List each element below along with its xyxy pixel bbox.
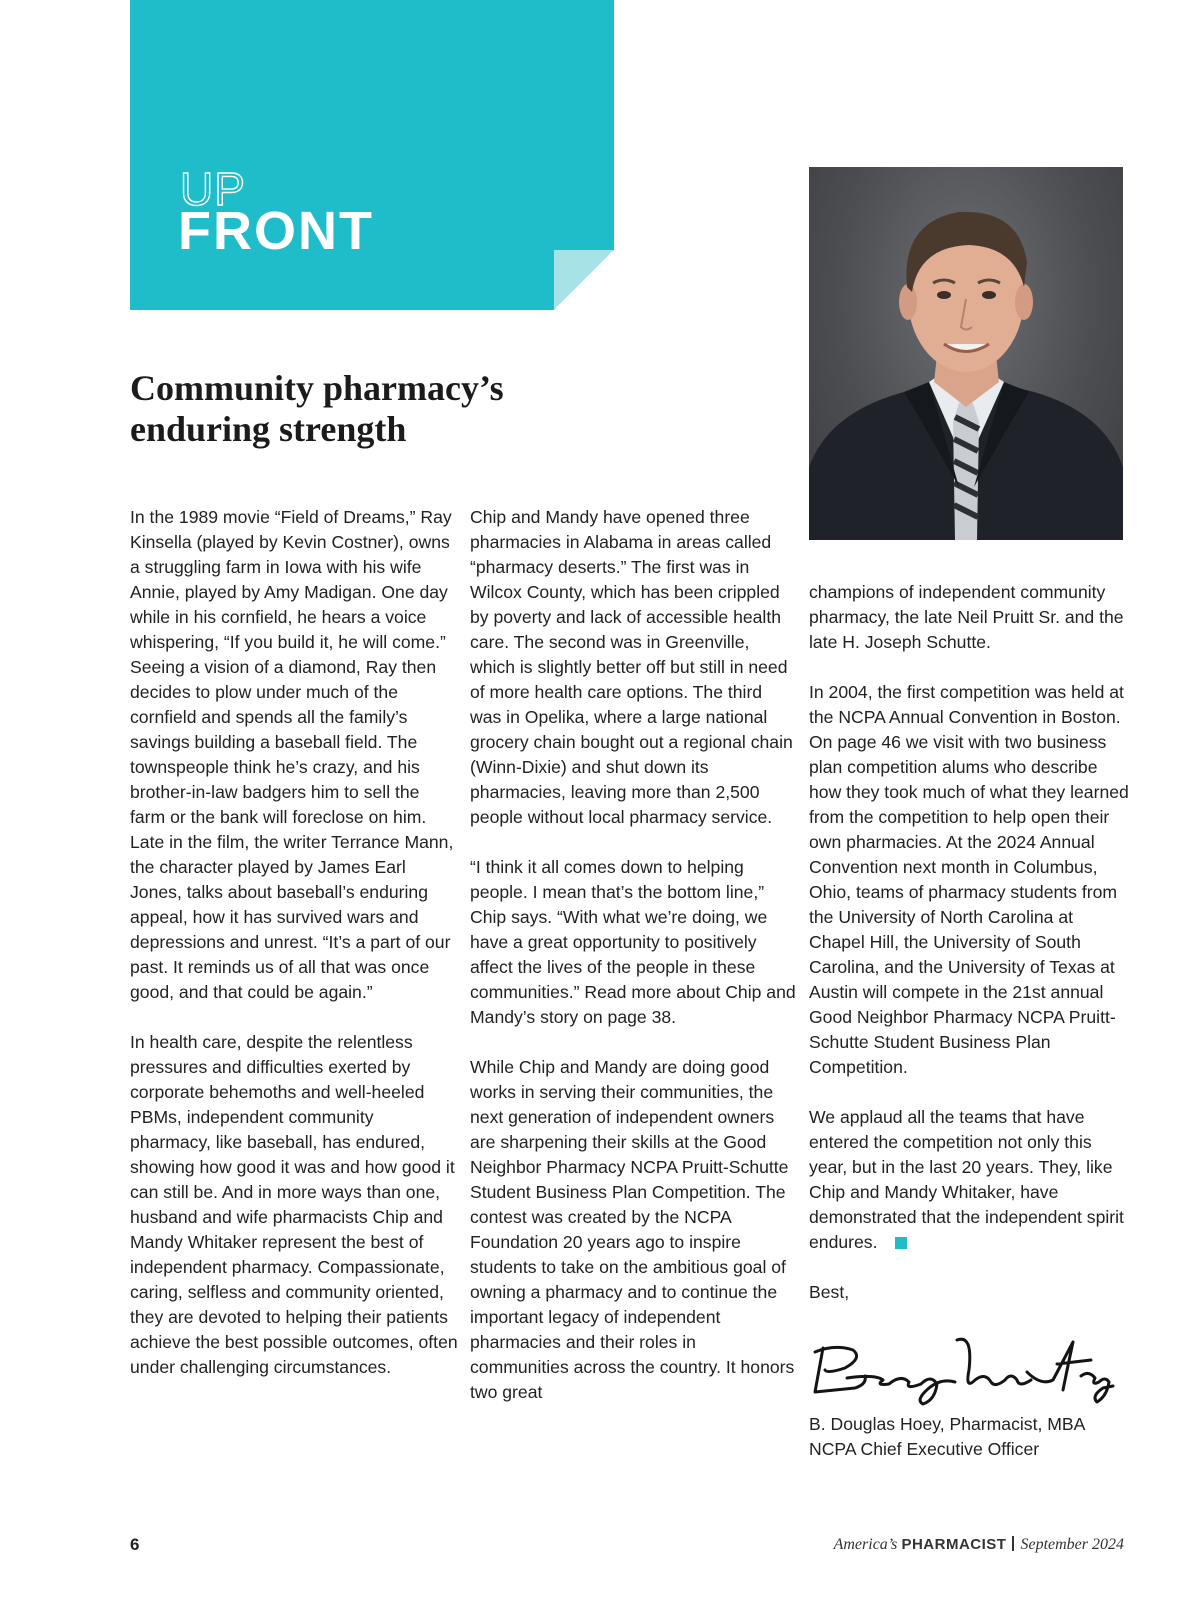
up-front-banner [130,0,614,310]
handwritten-signature [805,1330,1117,1408]
magazine-footer [834,1536,1124,1554]
article-headline: Community pharmacy’s enduring strength [130,368,504,449]
paragraph: While Chip and Mandy are doing good works in serving their communities, the next generation of independent owners are sharpening their skills at the Good Neighbor Pharmacy NCPA Pruitt-Schutte Student Business Plan Competition. The contest was created by the NCPA Foundation 20 years ago to inspire students to take on the ambitious goal of owning a pharmacy and to continue the important legacy of independent pharmacies and their roles in communities across the country. It honors two great [470,1057,795,1402]
author-name-line: B. Douglas Hoey, Pharmacist, MBA [809,1414,1086,1434]
article-column-1 [130,505,458,1380]
paragraph: champions of independent community pharmacy, the late Neil Pruitt Sr. and the late H. Joseph Schutte. [809,582,1124,652]
author-portrait-photo [809,167,1123,540]
author-title-line: NCPA Chief Executive Officer [809,1439,1040,1459]
banner-up-text: UP [180,163,246,215]
magazine-name: PHARMACIST [901,1536,1007,1553]
paragraph: In 2004, the first competition was held at the NCPA Annual Convention in Boston. On page 46 we visit with two business plan competition alums who describe how they took much of what they learned from the competition to help open their own pharmacies. At the 2024 Annual Convention next month in Columbus, Ohio, teams of pharmacy students from the University of North Carolina at Chapel Hill, the University of South Carolina, and the University of Texas at Austin will compete in the 21st annual Good Neighbor Pharmacy NCPA Pruitt-Schutte Student Business Plan Competition. [809,682,1129,1077]
issue-date: September 2024 [1020,1536,1124,1553]
banner-front-text: FRONT [178,201,374,261]
paragraph: In the 1989 movie “Field of Dreams,” Ray Kinsella (played by Kevin Costner), owns a struggling farm in Iowa with his wife Annie, played by Amy Madigan. One day while in his cornfield, he hears a voice whispering, “If you build it, he will come.” Seeing a vision of a diamond, Ray then decides to plow under much of the cornfield and spends all the family’s savings building a baseball field. The townspeople think he’s crazy, and his brother-in-law badgers him to sell the farm or the bank will foreclose on him. Late in the film, the writer Terrance Mann, the character played by James Earl Jones, talks about baseball’s enduring appeal, how it has survived wars and depressions and unrest. “It’s a part of our past. It reminds us of all that was once good, and that could be again.” [130,507,454,1002]
paragraph-final [809,1105,1129,1255]
paragraph: In health care, despite the relentless pressures and difficulties exerted by corporate behemoths and well-heeled PBMs, independent community pharmacy, like baseball, has endured, showing how good it was and how good it can still be. And in more ways than one, husband and wife pharmacists Chip and Mandy Whitaker represent the best of independent pharmacy. Compassionate, caring, selfless and community oriented, they are devoted to helping their patients achieve the best possible outcomes, often under challenging circumstances. [130,1032,458,1377]
page-number: 6 [130,1535,140,1554]
salutation: Best, [809,1282,850,1302]
footer-divider [1012,1536,1014,1551]
article-column-2 [470,505,798,1405]
end-of-article-mark [895,1237,907,1249]
paragraph: Chip and Mandy have opened three pharmacies in Alabama in areas called “pharmacy deserts.” The first was in Wilcox County, which has been crippled by poverty and lack of accessible health care. The second was in Greenville, which is slightly better off but still in need of more health care options. The third was in Opelika, where a large national grocery chain bought out a regional chain (Winn-Dixie) and shut down its pharmacies, leaving more than 2,500 people without local pharmacy service. [470,507,793,827]
magazine-prefix: America’s [833,1536,898,1553]
article-column-3 [809,580,1129,1462]
folded-corner [554,250,614,310]
paragraph: “I think it all comes down to helping people. I mean that’s the bottom line,” Chip says. “With what we’re doing, we have a great opportunity to positively affect the lives of the people in these communities.” Read more about Chip and Mandy’s story on page 38. [470,857,796,1027]
paragraph-final-text: We applaud all the teams that have entered the competition not only this year, but in the last 20 years. They, like Chip and Mandy Whitaker, have demonstrated that the independent spirit endures. [809,1107,1124,1252]
